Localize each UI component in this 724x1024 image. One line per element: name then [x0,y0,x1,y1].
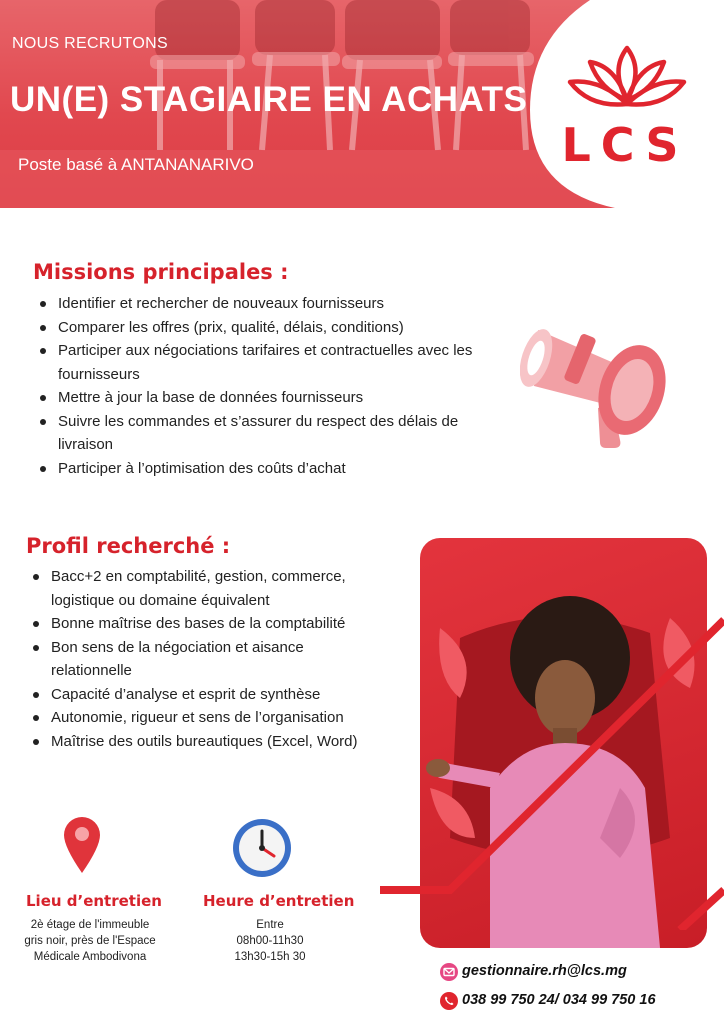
missions-title: Missions principales : [33,260,289,284]
list-item: Bacc+2 en comptabilité, gestion, commerce, logistique ou domaine équivalent [27,565,387,612]
phone-link[interactable]: 038 99 750 24/ 034 99 750 16 [462,992,656,1008]
list-item: Autonomie, rigueur et sens de l’organisation [27,706,387,730]
phone-icon [440,992,458,1010]
job-title-headline: UN(E) STAGIAIRE EN ACHATS [10,80,528,119]
profile-title: Profil recherché : [26,534,231,558]
email-link[interactable]: gestionnaire.rh@lcs.mg [462,963,627,979]
job-location: Poste basé à ANTANANARIVO [18,155,254,174]
missions-list [34,292,474,480]
recruiting-tagline: NOUS RECRUTONS [12,35,168,52]
decorative-red-lines [380,560,724,930]
list-item: Mettre à jour la base de données fournisseurs [34,386,474,410]
list-item: Participer à l’optimisation des coûts d’achat [34,457,474,481]
time-line: 08h00-11h30 [236,935,304,947]
list-item: Bon sens de la négociation et aisance relationnelle [27,636,387,683]
header-banner [0,0,724,208]
interview-time-title: Heure d’entretien [203,892,355,910]
list-item: Suivre les commandes et s’assurer du respect des délais de livraison [34,410,474,457]
time-line: 13h30-15h 30 [234,951,306,963]
company-logo-text: LCS [561,118,689,172]
list-item: Identifier et rechercher de nouveaux fournisseurs [34,292,474,316]
interview-venue-address [10,917,170,965]
list-item: Participer aux négociations tarifaires et contractuelles avec les fournisseurs [34,339,474,386]
list-item: Comparer les offres (prix, qualité, délais, conditions) [34,316,474,340]
time-line: Entre [256,919,284,931]
clock-icon [232,818,292,878]
email-icon [440,963,458,981]
venue-line: gris noir, près de l'Espace [24,935,156,947]
venue-line: 2è étage de l'immeuble [30,919,150,931]
interview-venue-title: Lieu d’entretien [26,892,162,910]
list-item: Maîtrise des outils bureautiques (Excel, Word) [27,730,387,754]
list-item: Capacité d’analyse et esprit de synthèse [27,683,387,707]
megaphone-icon [520,290,670,452]
location-pin-icon [62,815,102,873]
venue-line: Médicale Ambodivona [33,951,147,963]
list-item: Bonne maîtrise des bases de la comptabilité [27,612,387,636]
logo-badge [530,0,724,208]
interview-time-slots [205,917,335,965]
profile-list [27,565,387,753]
